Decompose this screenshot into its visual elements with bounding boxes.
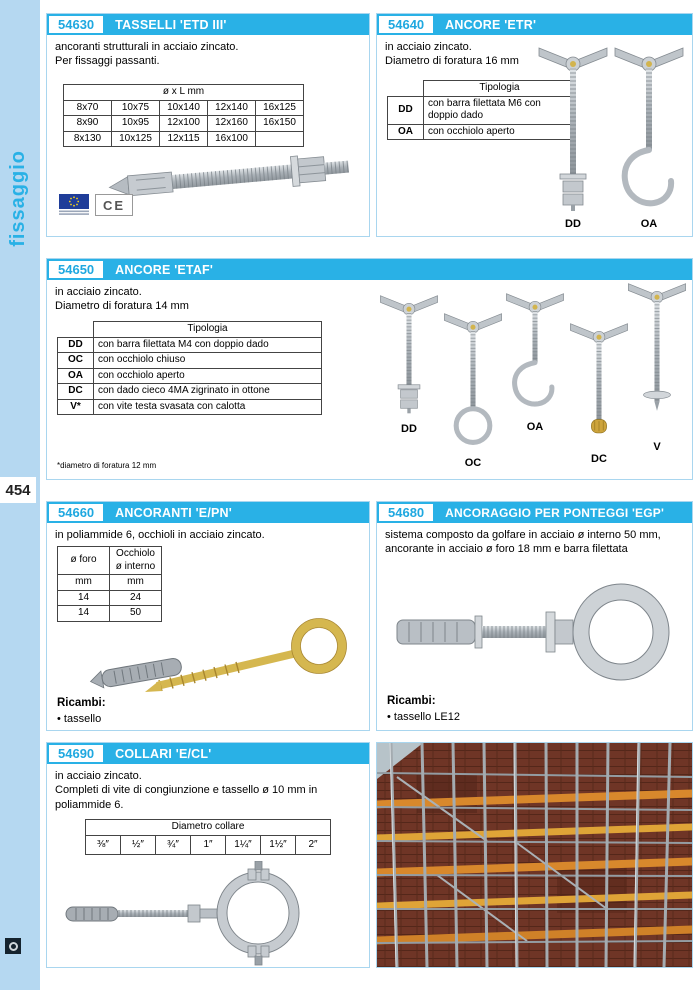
spec-cell: 8x70 — [64, 100, 112, 116]
table-header: ø x L mm — [64, 85, 304, 101]
toggle-anchor-oa-illustration — [611, 40, 687, 212]
unit-cell: mm — [58, 575, 110, 591]
product-panel-54660 — [46, 501, 370, 731]
spec-cell: 16x125 — [256, 100, 304, 116]
description-line: ancoranti strutturali in acciaio zincato. — [55, 41, 239, 53]
product-code-badge: 54650 — [47, 259, 105, 280]
product-code-badge: 54640 — [377, 14, 435, 35]
product-title: TASSELLI 'ETD III' — [105, 14, 369, 35]
spec-cell: 1½″ — [261, 835, 296, 855]
description-line: Completi di vite di congiunzione e tassello ø 10 mm in poliammide 6. — [55, 784, 318, 811]
spec-cell: con occhiolo aperto — [424, 124, 576, 140]
spec-cell: ⅜″ — [86, 835, 121, 855]
spare-parts — [387, 694, 460, 724]
typology-table — [57, 321, 322, 415]
spec-cell: con barra filettata M6 con doppio dado — [424, 96, 576, 124]
panel-header — [47, 743, 369, 764]
product-panel-54650 — [46, 258, 693, 480]
product-panel-54680 — [376, 501, 693, 731]
spec-cell: 12x140 — [208, 100, 256, 116]
spec-cell: OA — [388, 124, 424, 140]
panel-header — [377, 14, 692, 35]
product-code-badge: 54680 — [377, 502, 435, 523]
product-title: ANCORANTI 'E/PN' — [105, 502, 369, 523]
panel-header — [377, 502, 692, 523]
product-panel-54640 — [376, 13, 693, 237]
description-line: Diametro di foratura 16 mm — [385, 55, 519, 68]
publisher-logo-icon — [5, 938, 21, 954]
spec-cell: con barra filettata M4 con doppio dado — [94, 337, 322, 353]
description-line: Per fissaggi passanti. — [55, 55, 160, 68]
variant-label: DD — [565, 218, 581, 230]
toggle-anchor-v-illustration — [625, 277, 689, 437]
spec-cell: 12x115 — [160, 131, 208, 147]
description-line: in acciaio zincato. — [55, 286, 142, 298]
spec-cell: 1¼″ — [226, 835, 261, 855]
variant-label: OA — [526, 421, 544, 433]
product-description — [377, 523, 687, 557]
spec-cell: 8x130 — [64, 131, 112, 147]
header-line: ø interno — [115, 560, 156, 572]
spec-cell: con dado cieco 4MA zigrinato in ottone — [94, 384, 322, 400]
toggle-anchor-oc-illustration — [441, 307, 505, 450]
eye-screw-illustration — [57, 534, 367, 704]
spec-cell: OC — [58, 353, 94, 369]
product-code-badge: 54630 — [47, 14, 105, 35]
spec-cell: 12x160 — [208, 116, 256, 132]
spec-cell: 24 — [110, 590, 162, 606]
spec-cell: con occhiolo chiuso — [94, 353, 322, 369]
spec-cell: 14 — [58, 590, 110, 606]
product-description — [47, 764, 359, 812]
spec-cell: 50 — [110, 606, 162, 622]
scaffolding-photo-panel — [376, 742, 693, 968]
description-line: sistema composto da golfare in acciaio ø interno 50 mm, — [385, 529, 661, 541]
description-line: Diametro di foratura 14 mm — [55, 300, 189, 313]
toggle-anchor-oa-illustration — [503, 287, 567, 413]
spare-parts — [57, 696, 106, 726]
variant-label: OA — [640, 218, 658, 230]
header-line: Occhiolo — [116, 548, 155, 559]
spec-cell: 10x125 — [112, 131, 160, 147]
spare-parts-item: • tassello LE12 — [387, 710, 460, 723]
spare-parts-label: Ricambi: — [387, 695, 436, 707]
spec-cell: 16x100 — [208, 131, 256, 147]
table-header: Diametro collare — [86, 820, 331, 836]
category-label: fissaggio — [7, 150, 29, 247]
collar-diameter-table — [85, 819, 331, 855]
spec-cell: OA — [58, 368, 94, 384]
spec-cell: 10x140 — [160, 100, 208, 116]
spec-cell: DD — [58, 337, 94, 353]
footnote: *diametro di foratura 12 mm — [57, 461, 157, 470]
spec-cell: DD — [388, 96, 424, 124]
toggle-anchor-dd-illustration — [377, 289, 441, 415]
header-line: ø foro — [70, 554, 97, 566]
product-code-badge: 54690 — [47, 743, 105, 764]
panel-header — [47, 502, 369, 523]
sidebar — [0, 0, 40, 990]
scaffold-eyebolt-illustration — [391, 574, 691, 689]
spec-cell: ½″ — [121, 835, 156, 855]
product-description — [47, 35, 352, 69]
table-header: Tipologia — [424, 81, 576, 97]
unit-cell: mm — [110, 575, 162, 591]
product-panel-54630 — [46, 13, 370, 237]
variant-label: OC — [464, 457, 482, 469]
panel-header — [47, 259, 692, 280]
eta-approval-icon — [59, 194, 89, 216]
spec-cell: 16x150 — [256, 116, 304, 132]
description-line: in acciaio zincato. — [385, 41, 472, 53]
spare-parts-item: • tassello — [57, 712, 102, 725]
description-line: in acciaio zincato. — [55, 770, 142, 782]
toggle-anchor-dd-illustration — [535, 40, 611, 212]
product-title: ANCORE 'ETR' — [435, 14, 692, 35]
spec-cell: 2″ — [296, 835, 331, 855]
product-code-badge: 54660 — [47, 502, 105, 523]
spec-cell: ¾″ — [156, 835, 191, 855]
spec-cell: 10x75 — [112, 100, 160, 116]
ce-label: CE — [102, 197, 126, 213]
spec-cell: con vite testa svasata con calotta — [94, 399, 322, 415]
scaffolding-photo — [377, 743, 692, 967]
spec-cell: 10x95 — [112, 116, 160, 132]
spec-cell: con occhiolo aperto — [94, 368, 322, 384]
description-line: ancorante in acciaio ø foro 18 mm e barra filettata — [385, 543, 628, 556]
spec-cell: V* — [58, 399, 94, 415]
logo-ring-icon — [9, 942, 18, 951]
product-description — [47, 280, 307, 314]
spare-parts-label: Ricambi: — [57, 697, 106, 709]
spec-cell: 1″ — [191, 835, 226, 855]
ce-mark-icon — [95, 194, 133, 216]
table-header: Tipologia — [94, 322, 322, 338]
product-title: ANCORAGGIO PER PONTEGGI 'EGP' — [435, 502, 692, 523]
variant-label: DD — [401, 423, 417, 435]
panel-header — [47, 14, 369, 35]
variant-label: DC — [591, 453, 607, 465]
pipe-collar-illustration — [62, 861, 352, 966]
variant-label: V — [653, 441, 661, 453]
spec-cell: 12x100 — [160, 116, 208, 132]
product-title: COLLARI 'E/CL' — [105, 743, 369, 764]
description-line: in poliammide 6, occhioli in acciaio zincato. — [55, 529, 265, 541]
page-number-badge: 454 — [0, 477, 36, 503]
product-panel-54690 — [46, 742, 370, 968]
anchor-bolt-illustration — [103, 138, 355, 216]
spec-cell: 14 — [58, 606, 110, 622]
spec-cell: 8x90 — [64, 116, 112, 132]
toggle-anchor-dc-illustration — [567, 317, 631, 443]
product-title: ANCORE 'ETAF' — [105, 259, 692, 280]
spec-cell: DC — [58, 384, 94, 400]
